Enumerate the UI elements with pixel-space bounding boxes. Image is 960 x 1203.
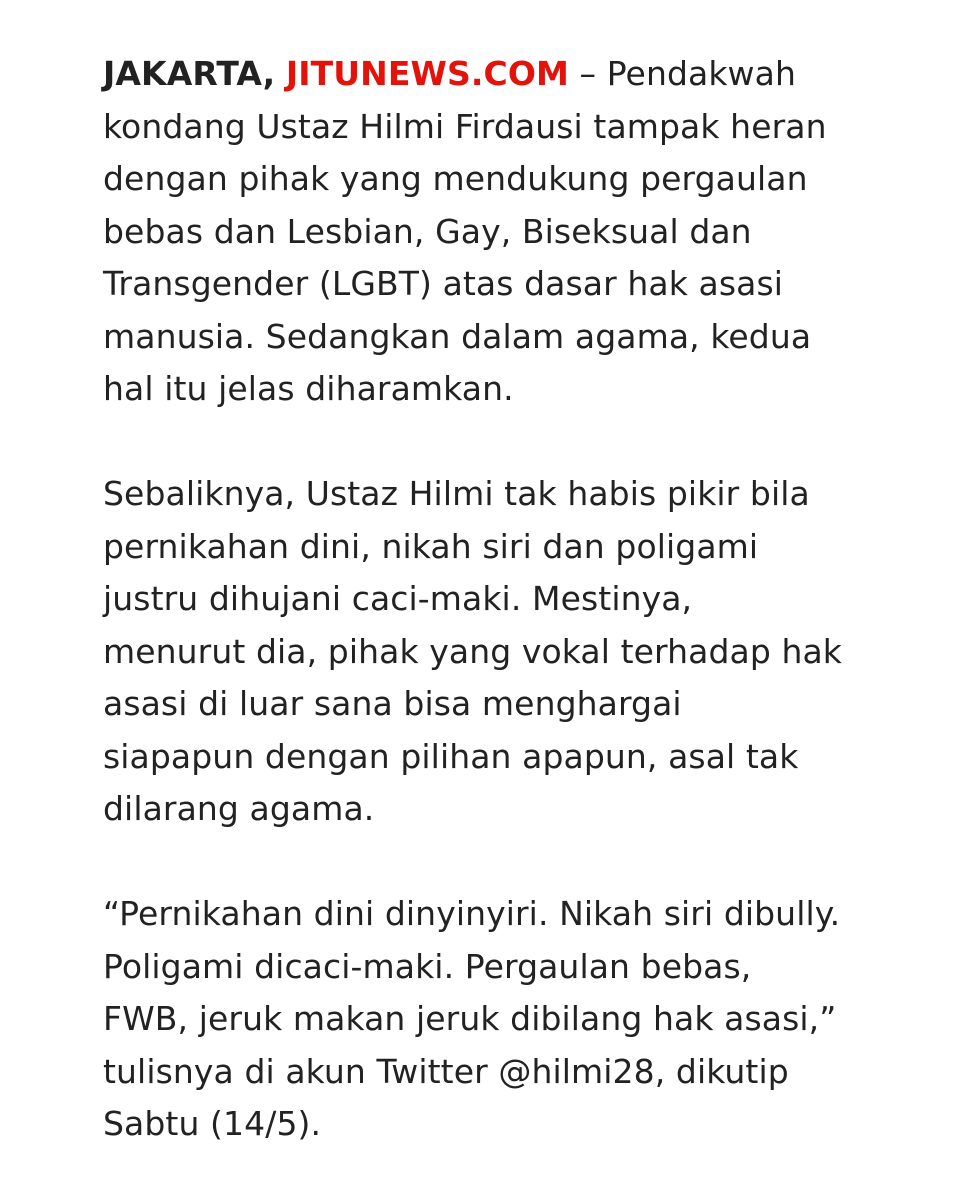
paragraph-1-line-4: bebas dan Lesbian, Gay, Biseksual dan — [103, 211, 752, 251]
paragraph-2-line-5: asasi di luar sana bisa menghargai — [103, 684, 682, 723]
paragraph-3-line-3: FWB, jeruk makan jeruk dibilang hak asasi,” — [103, 999, 837, 1038]
paragraph-1 — [103, 48, 903, 416]
paragraph-1-line-2: kondang Ustaz Hilmi Firdausi tampak heran — [103, 106, 827, 146]
paragraph-3-line-4: tulisnya di akun Twitter @hilmi28, dikutip — [103, 1051, 789, 1091]
article-body — [103, 48, 903, 1203]
paragraph-2-line-2: pernikahan dini, nikah siri dan poligami — [103, 526, 759, 566]
paragraph-1-line-1 — [103, 48, 903, 101]
paragraph-1-line-7: hal itu jelas diharamkan. — [103, 369, 514, 408]
paragraph-1-line-6: manusia. Sedangkan dalam agama, kedua — [103, 316, 812, 356]
source-link[interactable]: JITUNEWS.COM — [285, 54, 569, 93]
dateline: JAKARTA, — [103, 54, 276, 93]
paragraph-2-line-3: justru dihujani caci-maki. Mestinya, — [103, 579, 693, 618]
paragraph-2-line-4: menurut dia, pihak yang vokal terhadap hak — [103, 631, 843, 671]
paragraph-3-quote — [103, 888, 903, 1151]
paragraph-1-line-3: dengan pihak yang mendukung pergaulan — [103, 159, 808, 198]
lead-text: – Pendakwah — [568, 54, 796, 93]
paragraph-2-line-6: siapapun dengan pilihan apapun, asal tak — [103, 736, 799, 776]
paragraph-2 — [103, 468, 903, 836]
paragraph-3-line-1: “Pernikahan dini dinyinyiri. Nikah siri dibully. — [103, 894, 841, 933]
paragraph-2-line-1: Sebaliknya, Ustaz Hilmi tak habis pikir bila — [103, 474, 810, 513]
paragraph-3-line-5: Sabtu (14/5). — [103, 1104, 322, 1143]
paragraph-3-line-2: Poligami dicaci-maki. Pergaulan bebas, — [103, 946, 752, 986]
paragraph-1-line-5: Transgender (LGBT) atas dasar hak asasi — [103, 264, 784, 303]
paragraph-2-line-7: dilarang agama. — [103, 789, 375, 828]
